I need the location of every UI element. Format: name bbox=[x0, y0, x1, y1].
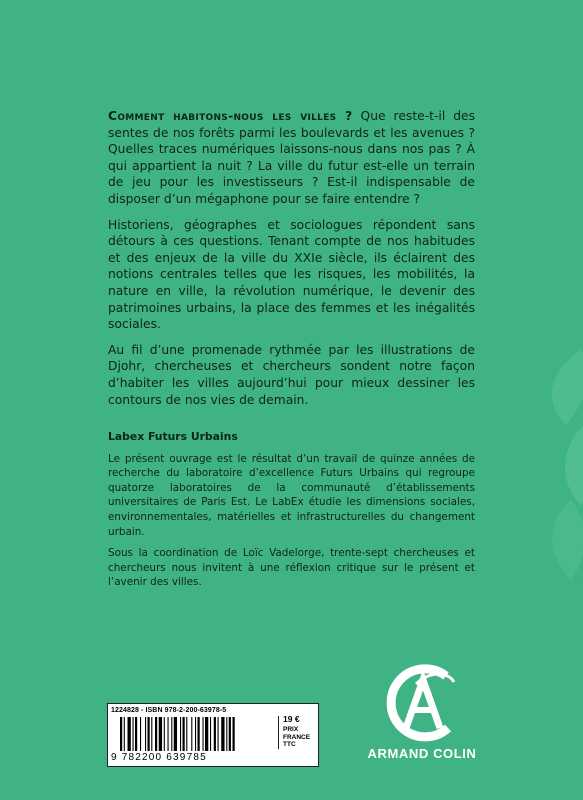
labex-paragraph-2: Sous la coordination de Loïc Vadelorge, trente-sept chercheuses et chercheurs nous invitent à une réflexion critique sur le présent et l’avenir des villes. bbox=[108, 547, 475, 589]
labex-heading: Labex Futurs Urbains bbox=[108, 430, 238, 443]
price-box bbox=[278, 716, 319, 749]
armand-colin-logo-icon bbox=[376, 662, 466, 744]
intro-paragraph-2: Historiens, géographes et sociologues répondent sans détours à ces questions. Tenant compte de nos habitudes et des enjeux de la ville du XXIe siècle, ils éclairent des notions centrales telles que les risques, les mobilités, la nature en ville, la révolution numérique, le devenir des patrimoines urbains, la place des femmes et les inégalités sociales. bbox=[108, 217, 475, 332]
price-label-2: FRANCE bbox=[283, 733, 311, 741]
publisher-name: ARMAND COLIN bbox=[367, 746, 477, 761]
intro-paragraph-1 bbox=[108, 108, 475, 208]
intro-text bbox=[108, 108, 475, 417]
labex-section bbox=[108, 430, 475, 597]
barcode-icon bbox=[120, 717, 270, 751]
intro-paragraph-3: Au fil d’une promenade rythmée par les illustrations de Djohr, chercheuses et chercheurs sondent notre façon d’habiter les villes aujourd’hui pour mieux dessiner les contours de nos vies de demain. bbox=[108, 342, 475, 407]
barcode-number: 9 782200 639785 bbox=[111, 752, 207, 763]
intro-lead: Comment habitons-nous les villes ? bbox=[108, 109, 353, 123]
labex-paragraph-1: Le présent ouvrage est le résultat d’un travail de quinze années de recherche du laboratoire d’excellence Futurs Urbains qui regroupe quatorze laboratoires de la communauté d’établissements universitaires de Paris Est. Le LabEx étudie les dimensions sociales, environnementales, matérielles et infrastructurelles du changement urbain. bbox=[108, 452, 475, 538]
price-amount: 19 € bbox=[283, 714, 300, 724]
intro-paragraph-1-rest: Que reste-t-il des sentes de nos forêts parmi les boulevards et les avenues ? Quelles traces numériques laissons-nous dans nos pas ? À qui appartient la nuit ? La ville du futur est-elle un terrain de jeu pour les investisseurs ? Est-il indispensable de disposer d’un mégaphone pour se faire entendre ? bbox=[108, 109, 475, 206]
isbn-line: 1224828 - ISBN 978-2-200-63978-5 bbox=[111, 707, 227, 714]
price-label-1: PRIX bbox=[283, 726, 299, 734]
leaf-decoration-icon bbox=[511, 330, 583, 590]
price-label-3: TTC bbox=[283, 741, 296, 749]
barcode-box bbox=[107, 703, 319, 767]
